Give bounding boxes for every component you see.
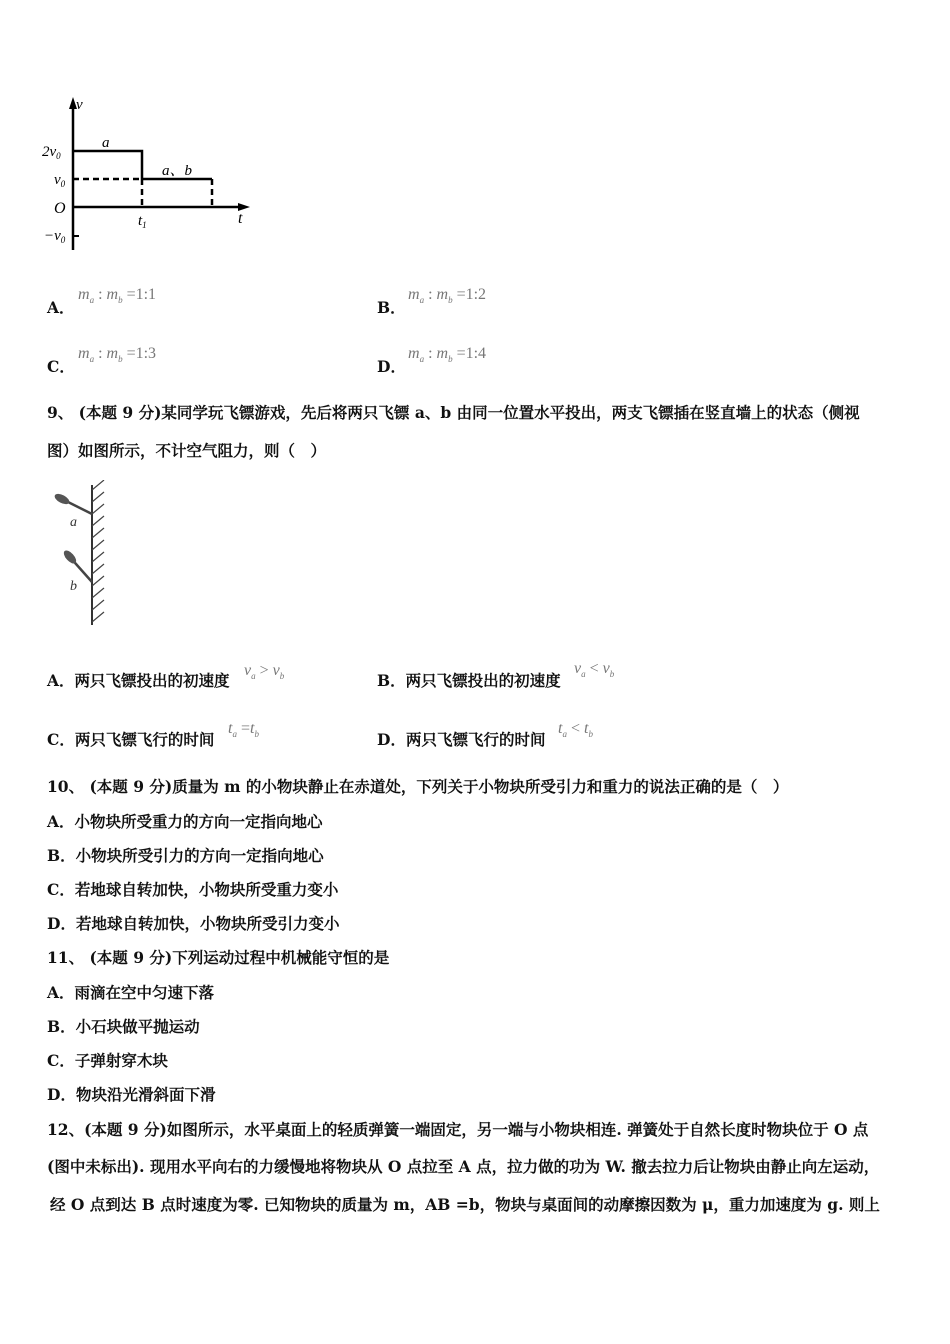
tick-2v0: 2v [42, 144, 57, 160]
q9-option-c[interactable]: C．两只飞镖飞行的时间 [47, 730, 215, 749]
axis-label-t: t [238, 210, 243, 227]
q9-option-d[interactable]: D．两只飞镖飞行的时间 [377, 730, 546, 749]
tick-origin: O [54, 200, 66, 217]
q12-stem-line1: 12、(本题 9 分)如图所示，水平桌面上的轻质弹簧一端固定，另一端与小物块相连. 弹簧处于自然长度时物块位于 O 点 [47, 1120, 869, 1139]
option-label: C． [47, 357, 75, 376]
q10-option-b[interactable]: B．小物块所受引力的方向一定指向地心 [47, 846, 324, 865]
curve-label-a: a [102, 135, 110, 151]
q12-stem-line2: (图中未标出). 现用水平向右的力缓慢地将物块从 O 点拉至 A 点，拉力做的功为 W. 撤去拉力后让物块由静止向左运动， [47, 1157, 880, 1176]
q12-stem-line3: 经 O 点到达 B 点时速度为零. 已知物块的质量为 m，AB =b，物块与桌面间的动摩擦因数为 μ，重力加速度为 g. 则上 [50, 1195, 880, 1214]
dart-label-b: b [70, 579, 77, 594]
q9-stem-line1: 9、 (本题 9 分)某同学玩飞镖游戏，先后将两只飞镖 a、b 由同一位置水平投出，两支飞镖插在竖直墙上的状态（侧视 [47, 403, 860, 422]
q11-option-c[interactable]: C．子弹射穿木块 [47, 1051, 168, 1070]
q8-option-a-formula: $m_a$ : $m_b$ =1:1 [78, 286, 157, 306]
velocity-time-graph [38, 95, 258, 255]
q9-option-b-formula: $v_a < v_b$ [574, 660, 615, 680]
q8-option-d[interactable] [377, 357, 406, 377]
q8-option-c-formula: $m_a$ : $m_b$ =1:3 [78, 345, 157, 365]
q8-option-a[interactable] [47, 298, 75, 318]
curve-label-ab: a、b [162, 163, 193, 179]
q11-option-d[interactable]: D．物块沿光滑斜面下滑 [47, 1085, 216, 1104]
q9-stem-line2: 图）如图所示，不计空气阻力，则（ ） [47, 441, 327, 460]
q11-option-b[interactable]: B．小石块做平抛运动 [47, 1017, 200, 1036]
svg-text:2v0: $2v_0$ [42, 144, 61, 161]
option-label: B． [377, 298, 406, 317]
q8-option-d-formula: $m_a$ : $m_b$ =1:4 [408, 345, 487, 365]
q9-option-c-formula: $t_a =t_b$ [228, 720, 259, 740]
q8-option-b-formula: $m_a$ : $m_b$ =1:2 [408, 286, 487, 306]
q9-option-b[interactable]: B．两只飞镖投出的初速度 [377, 671, 561, 690]
svg-text:v0: $v_0$ [54, 172, 66, 189]
svg-text:−v0: $-v_0$ [44, 228, 66, 245]
q9-option-d-formula: $t_a < t_b$ [558, 720, 593, 740]
q10-option-c[interactable]: C．若地球自转加快，小物块所受重力变小 [47, 880, 339, 899]
q8-option-c[interactable] [47, 357, 75, 377]
dart-label-a: a [70, 515, 77, 530]
tick-t1: t [138, 213, 143, 229]
q10-stem: 10、 (本题 9 分)质量为 m 的小物块静止在赤道处，下列关于小物块所受引力和重力的说法正确的是（ ） [47, 777, 789, 796]
q11-option-a[interactable]: A．雨滴在空中匀速下落 [47, 983, 215, 1002]
q9-option-a-formula: $v_a > v_b$ [244, 662, 285, 682]
option-label: D． [377, 357, 406, 376]
darts-wall-figure [42, 480, 112, 628]
axis-label-v: v [76, 97, 83, 113]
tick-v0: v [54, 172, 61, 188]
svg-text:t1: $t_1$ [138, 213, 147, 230]
q8-option-b[interactable] [377, 298, 406, 318]
q9-option-a[interactable]: A．两只飞镖投出的初速度 [47, 671, 230, 690]
q10-option-d[interactable]: D．若地球自转加快，小物块所受引力变小 [47, 914, 340, 933]
q10-option-a[interactable]: A．小物块所受重力的方向一定指向地心 [47, 812, 323, 831]
option-label: A． [47, 298, 75, 317]
q11-stem: 11、 (本题 9 分)下列运动过程中机械能守恒的是 [47, 948, 390, 967]
tick-neg-v0: −v [44, 228, 61, 244]
